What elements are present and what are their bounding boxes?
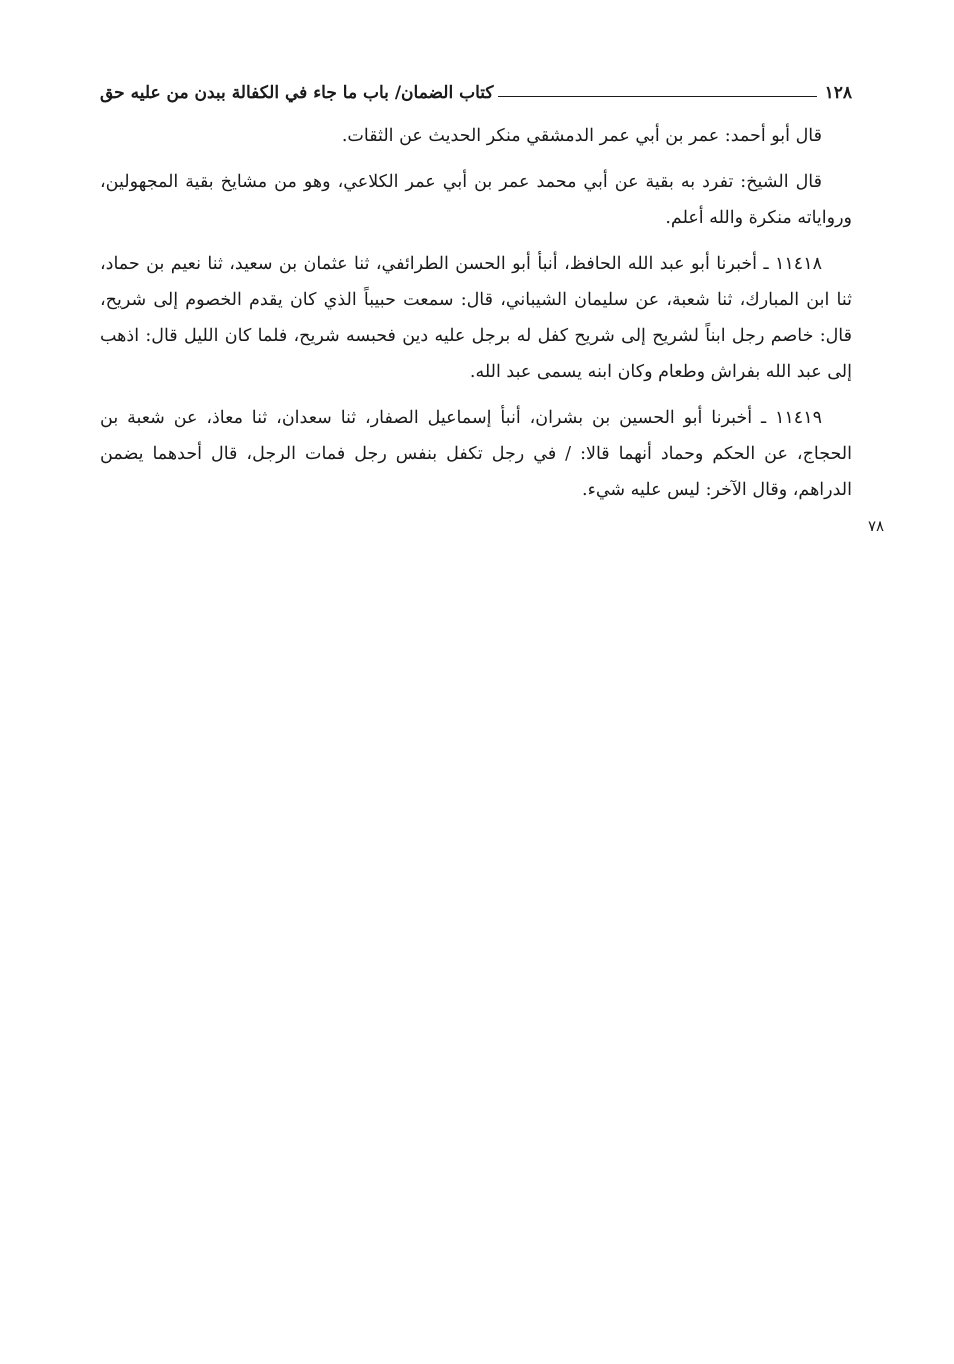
page-header [100,78,852,108]
margin-page-marker: ٧٨ [868,517,885,535]
paragraph-al-shaykh: قال الشيخ: تفرد به بقية عن أبي محمد عمر بن أبي عمر الكلاعي، وهو من مشايخ بقية المجهولين، ورواياته منكرة والله أعلم. [100,172,852,228]
page-number: ١٢٨ [824,83,852,103]
header-rule [498,96,817,97]
hadith-11418: ١١٤١٨ ـ أخبرنا أبو عبد الله الحافظ، أنبأ أبو الحسن الطرائفي، ثنا عثمان بن سعيد، ثنا نعيم بن حماد، ثنا ابن المبارك، ثنا شعبة، عن سليمان الشيباني، قال: سمعت حبيباً الذي كان يقدم الخصوم إلى شريح، قال: خاصم رجل ابناً لشريح إلى شريح كفل له برجل عليه دين فحبسه شريح، فلما كان الليل قال: اذهب إلى عبد الله بفراش وطعام وكان ابنه يسمى عبد الله. [100,254,852,382]
paragraph-abu-ahmad: قال أبو أحمد: عمر بن أبي عمر الدمشقي منكر الحديث عن الثقات. [341,126,822,146]
hadith-11419: ١١٤١٩ ـ أخبرنا أبو الحسين بن بشران، أنبأ إسماعيل الصفار، ثنا سعدان، ثنا معاذ، عن شعبة بن الحجاج، عن الحكم وحماد أنهما قالا: / في رجل تكفل بنفس رجل فمات الرجل، قال أحدهما يضمن الدراهم، وقال الآخر: ليس عليه شيء. [100,408,852,500]
body-text [100,118,852,518]
running-title: كتاب الضمان/ باب ما جاء في الكفالة ببدن من عليه حق [100,83,494,103]
